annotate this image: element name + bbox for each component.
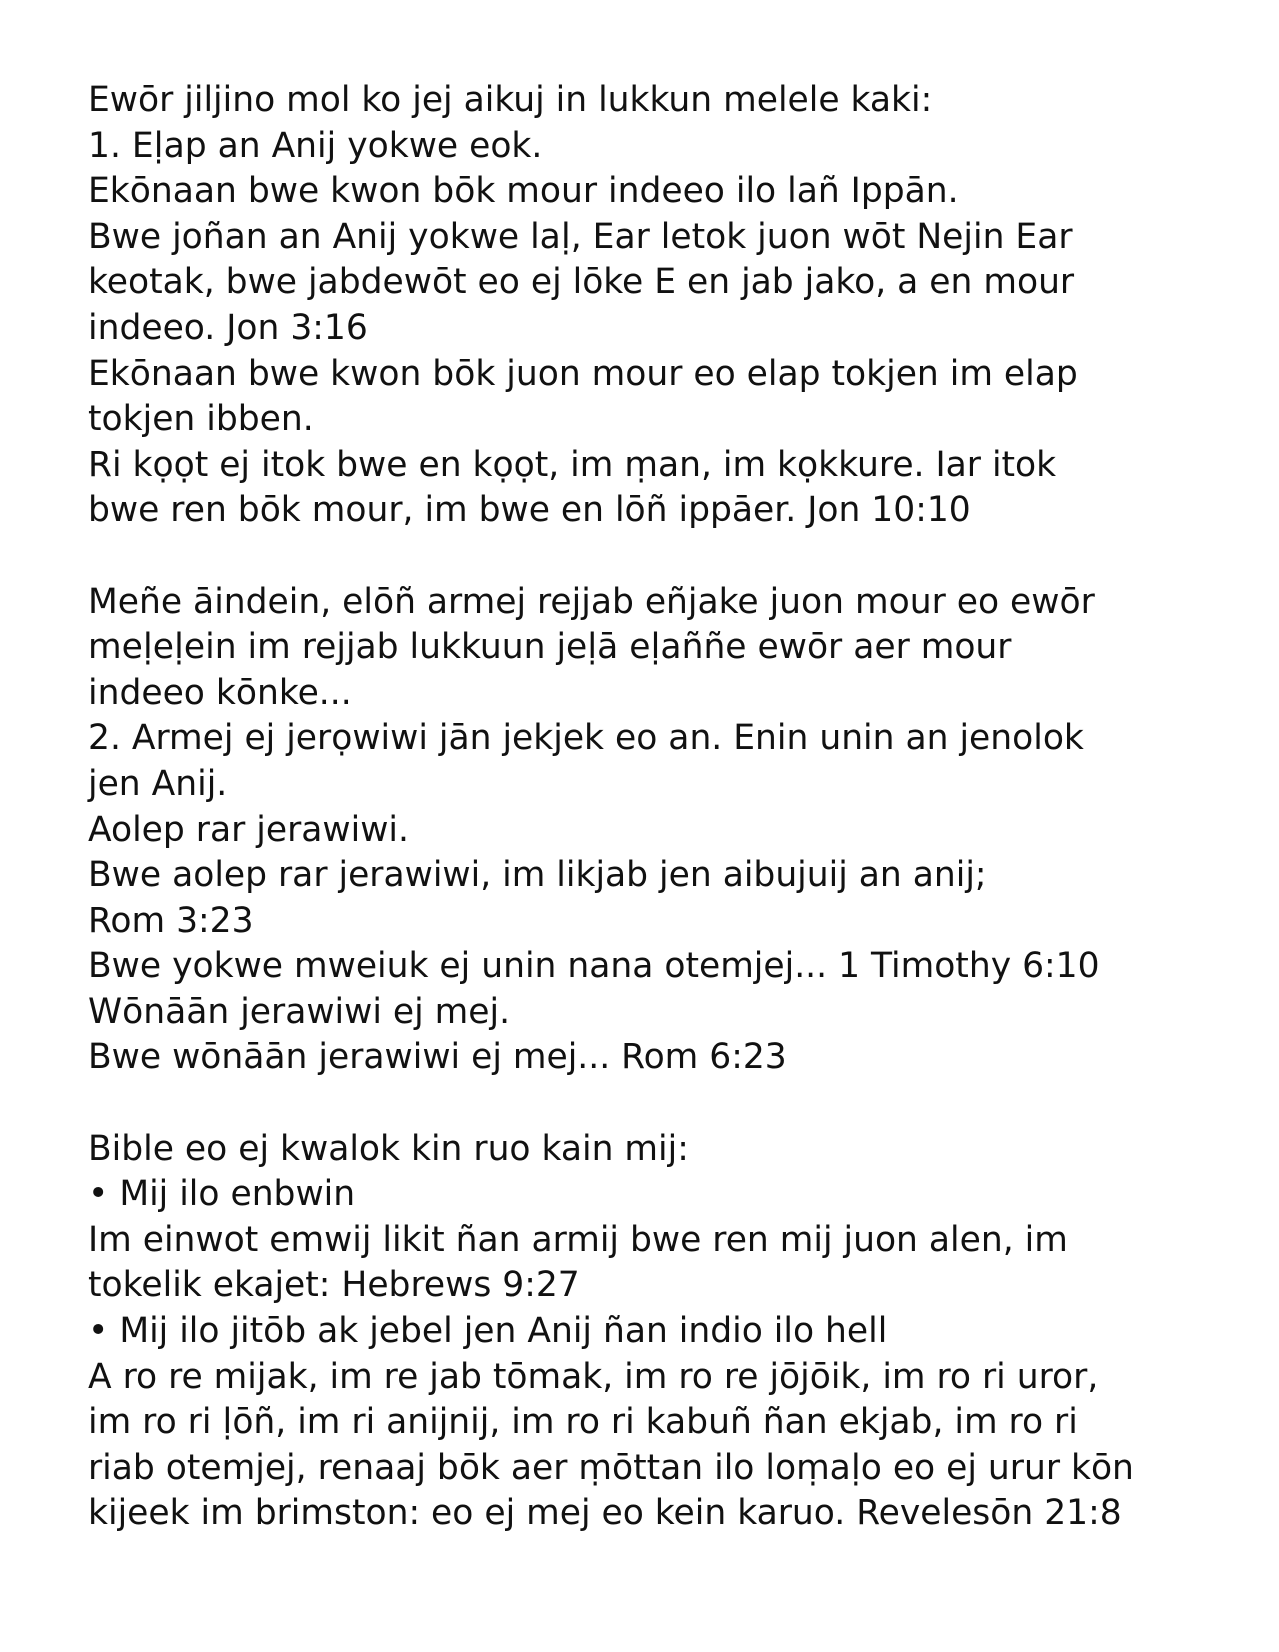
text-line: tokjen ibben.: [88, 399, 314, 440]
paragraph-spacer: [88, 1081, 1238, 1127]
text-line: Bwe aolep rar jerawiwi, im likjab jen aibujuij an anij;: [88, 855, 987, 896]
text-line: Bwe yokwe mweiuk ej unin nana otemjej... 1 Timothy 6:10: [88, 946, 1100, 987]
text-line: tokelik ekajet: Hebrews 9:27: [88, 1265, 580, 1306]
text-line: meḷeḷein im rejjab lukkuun jeḷā eḷaññe ewōr aer mour: [88, 627, 1012, 668]
text-line: Ri kọọt ej itok bwe en kọọt, im ṃan, im kọkkure. Iar itok: [88, 444, 1057, 485]
text-line: Bible eo ej kwalok kin ruo kain mij:: [88, 1128, 689, 1169]
text-line: Bwe wōnāān jerawiwi ej mej... Rom 6:23: [88, 1037, 787, 1078]
text-line: Ekōnaan bwe kwon bōk mour indeeo ilo lañ Ippān.: [88, 171, 959, 212]
bullet-item: • Mij ilo enbwin: [88, 1174, 356, 1215]
text-line: Aolep rar jerawiwi.: [88, 809, 409, 850]
text-line: riab otemjej, renaaj bōk aer ṃōttan ilo loṃaḷo eo ej urur kōn: [88, 1447, 1134, 1488]
text-line: Ekōnaan bwe kwon bōk juon mour eo elap tokjen im elap: [88, 353, 1078, 394]
text-line: keotak, bwe jabdewōt eo ej lōke E en jab jako, a en mour: [88, 262, 1075, 303]
text-line: A ro re mijak, im re jab tōmak, im ro re jōjōik, im ro ri uror,: [88, 1356, 1099, 1397]
text-line: im ro ri ḷōñ, im ri anijnij, im ro ri kabuñ ñan ekjab, im ro ri: [88, 1402, 1078, 1443]
text-line: kijeek im brimston: eo ej mej eo kein karuo. Revelesōn 21:8: [88, 1493, 1122, 1534]
text-line: jen Anij.: [88, 763, 228, 804]
text-line: 2. Armej ej jerọwiwi jān jekjek eo an. Enin unin an jenolok: [88, 718, 1084, 759]
text-line: Meñe āindein, elōñ armej rejjab eñjake juon mour eo ewōr: [88, 581, 1095, 622]
paragraph-spacer: [88, 534, 1238, 580]
text-line: indeeo kōnke...: [88, 672, 352, 713]
text-line: Rom 3:23: [88, 900, 254, 941]
document-body: [88, 78, 1238, 1537]
text-line: Im einwot emwij likit ñan armij bwe ren mij juon alen, im: [88, 1219, 1068, 1260]
text-line: Bwe joñan an Anij yokwe laḷ, Ear letok juon wōt Nejin Ear: [88, 216, 1073, 257]
text-line: bwe ren bōk mour, im bwe en lōñ ippāer. Jon 10:10: [88, 490, 971, 531]
text-line: indeeo. Jon 3:16: [88, 307, 368, 348]
section1-intro: Ewōr jiljino mol ko jej aikuj in lukkun melele kaki:: [88, 80, 933, 120]
text-line: Wōnāān jerawiwi ej mej.: [88, 991, 511, 1032]
bullet-item: • Mij ilo jitōb ak jebel jen Anij ñan indio ilo hell: [88, 1311, 888, 1352]
text-line: 1. Eḷap an Anij yokwe eok.: [88, 125, 543, 166]
